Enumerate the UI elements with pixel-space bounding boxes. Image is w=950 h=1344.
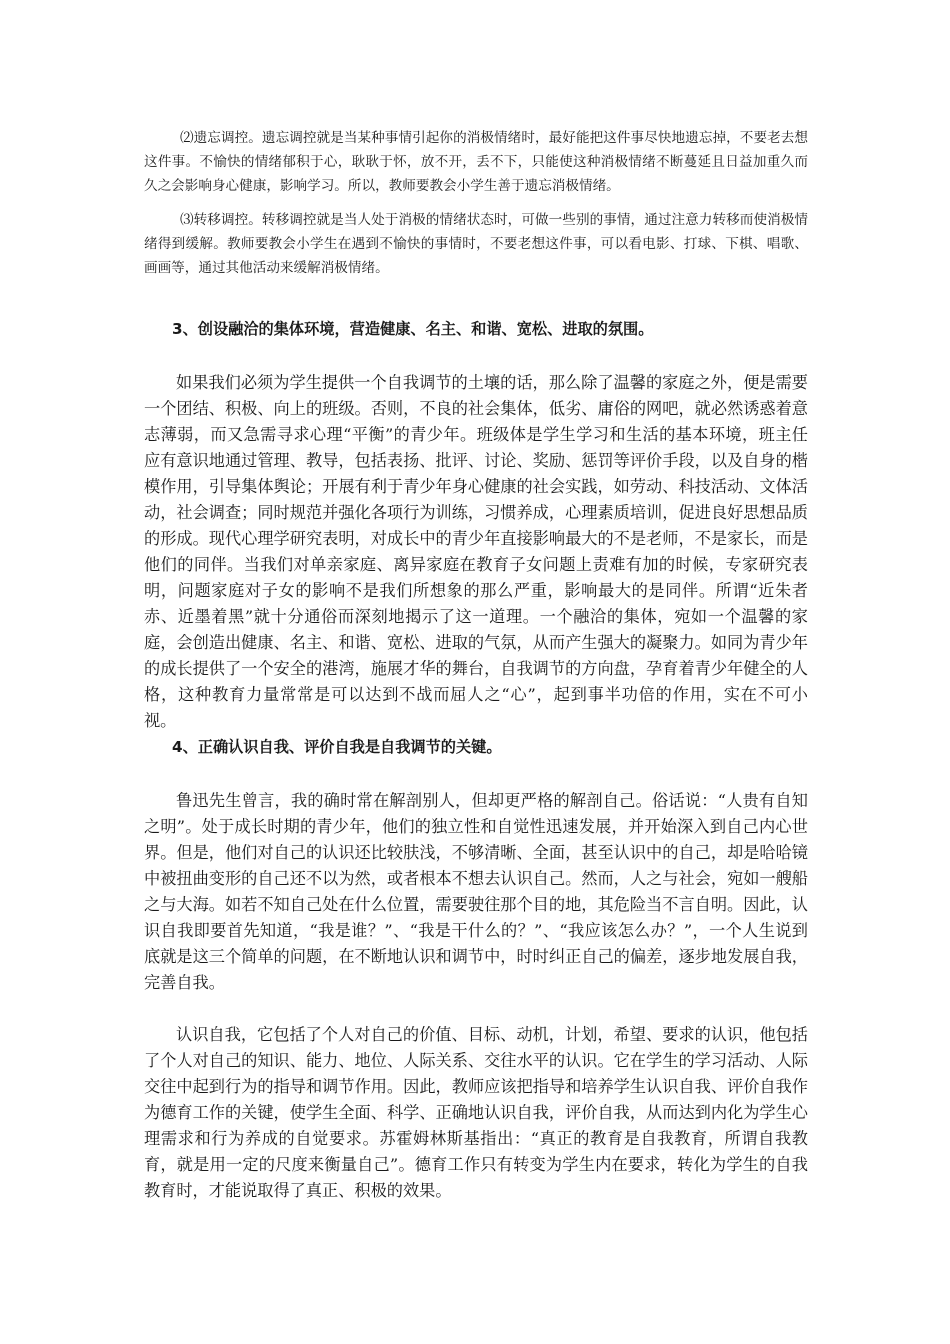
- paragraph-forgetting-control: ⑵遗忘调控。遗忘调控就是当某种事情引起你的消极情绪时，最好能把这件事尽快地遗忘掉，不要老去想这件事。不愉快的情绪郁积于心，耿耿于怀，放不开，丢不下，只能使这种消极情绪不断蔓延且日益加重久而久之会影响身心健康，影响学习。所以，教师要教会小学生善于遗忘消极情绪。: [144, 130, 808, 194]
- paragraph-self-recognition: 认识自我，它包括了个人对自己的价值、目标、动机，计划，希望、要求的认识，他包括了个人对自己的知识、能力、地位、人际关系、交往水平的认识。它在学生的学习活动、人际交往中起到行为的指导和调节作用。因此，教师应该把指导和培养学生认识自我、评价自我作为德育工作的关键，使学生全面、科学、正确地认识自我，评价自我，从而达到内化为学生心理需求和行为养成的自觉要求。苏霍姆林斯基指出：“真正的教育是自我教育，所谓自我教育，就是用一定的尺度来衡量自己”。德育工作只有转变为学生内在要求，转化为学生的自我教育时，才能说取得了真正、积极的效果。: [144, 1025, 808, 1200]
- section-heading-3: 3、创设融洽的集体环境，营造健康、名主、和谐、宽松、进取的氛围。: [172, 320, 654, 338]
- paragraph-collective-environment: 如果我们必须为学生提供一个自我调节的土壤的话，那么除了温馨的家庭之外，便是需要一个团结、积极、向上的班级。否则，不良的社会集体，低劣、庸俗的网吧，就必然诱惑着意志薄弱，而又急需寻求心理“平衡”的青少年。班级体是学生学习和生活的基本环境，班主任应有意识地通过管理、教导，包括表扬、批评、讨论、奖励、惩罚等评价手段，以及自身的楷模作用，引导集体舆论；开展有利于青少年身心健康的社会实践，如劳动、科技活动、文体活动，社会调查；同时规范并强化各项行为训练，习惯养成，心理素质培训，促进良好思想品质的形成。现代心理学研究表明，对成长中的青少年直接影响最大的不是老师，不是家长，而是他们的同伴。当我们对单亲家庭、离异家庭在教育子女问题上责难有加的时候，专家研究表明，问题家庭对子女的影响不是我们所想象的那么严重，影响最大的是同伴。所谓“近朱者赤、近墨着黑”就十分通俗而深刻地揭示了这一道理。一个融洽的集体，宛如一个温馨的家庭，会创造出健康、名主、和谐、宽松、进取的气氛，从而产生强大的凝聚力。如同为青少年的成长提供了一个安全的港湾，施展才华的舞台，自我调节的方向盘，孕育着青少年健全的人格，这种教育力量常常是可以达到不战而屈人之“心”，起到事半功倍的作用，实在不可小视。: [144, 373, 808, 730]
- paragraph-transfer-control: ⑶转移调控。转移调控就是当人处于消极的情绪状态时，可做一些别的事情，通过注意力转移而使消极情绪得到缓解。教师要教会小学生在遇到不愉快的事情时，不要老想这件事，可以看电影、打球、下棋、唱歌、画画等，通过其他活动来缓解消极情绪。: [144, 212, 808, 276]
- paragraph-luxun-self-knowledge: 鲁迅先生曾言，我的确时常在解剖别人，但却更严格的解剖自己。俗话说：“人贵有自知之明”。处于成长时期的青少年，他们的独立性和自觉性迅速发展，并开始深入到自己内心世界。但是，他们对自己的认识还比较肤浅，不够清晰、全面，甚至认识中的自己，却是哈哈镜中被扭曲变形的自己还不以为然，或者根本不想去认识自己。然而，人之与社会，宛如一艘船之与大海。如若不知自己处在什么位置，需要驶往那个目的地，其危险当不言自明。因此，认识自我即要首先知道，“我是谁？”、“我是干什么的？”、“我应该怎么办？”，一个人生说到底就是这三个简单的问题，在不断地认识和调节中，时时纠正自己的偏差，逐步地发展自我，完善自我。: [144, 791, 808, 992]
- section-heading-4: 4、正确认识自我、评价自我是自我调节的关键。: [172, 738, 502, 756]
